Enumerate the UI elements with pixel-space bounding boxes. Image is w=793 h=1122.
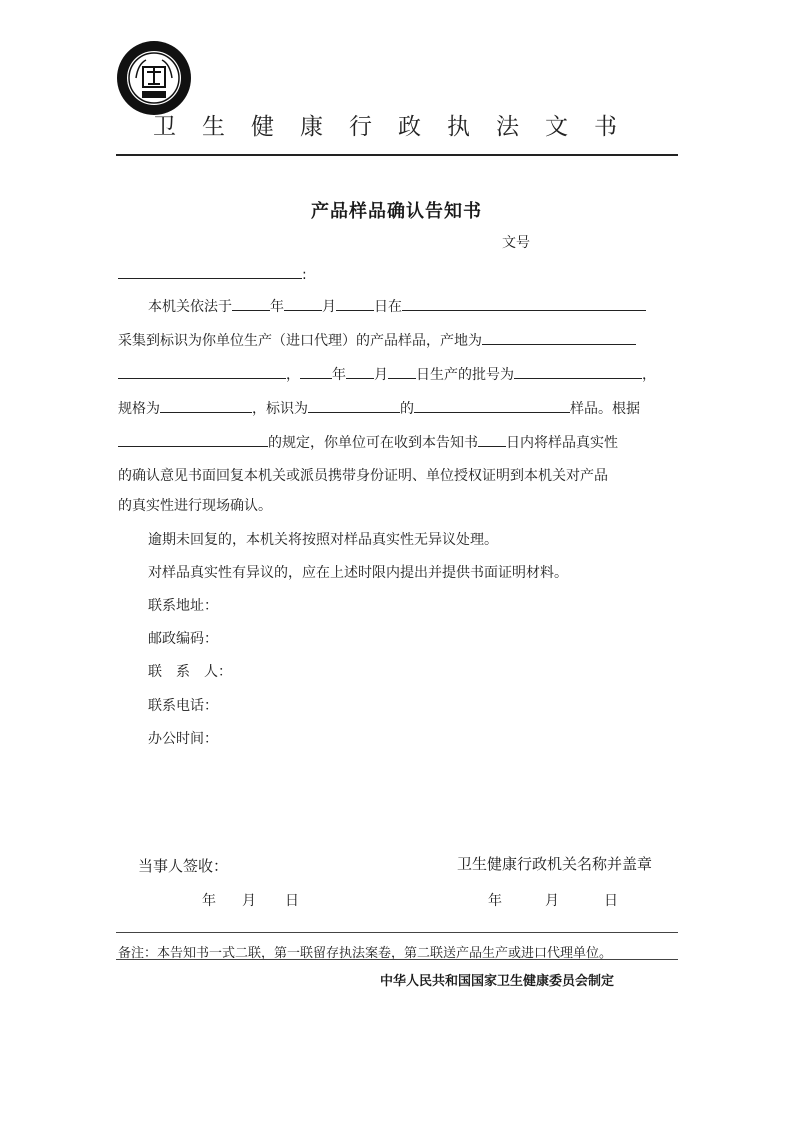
- agency-date-day: 日: [604, 893, 618, 909]
- sample-month-blank[interactable]: [284, 296, 322, 311]
- footer-note: 备注：本告知书一式二联，第一联留存执法案卷，第二联送产品生产或进口代理单位。: [118, 946, 613, 961]
- footer-maker: 中华人民共和国国家卫生健康委员会制定: [380, 974, 615, 989]
- production-year-blank[interactable]: [300, 364, 332, 379]
- agency-seal-label: 卫生健康行政机关名称并盖章: [457, 855, 653, 873]
- sample-year-blank[interactable]: [232, 296, 270, 311]
- party-signature-label: 当事人签收：: [138, 857, 229, 875]
- origin-blank[interactable]: [482, 330, 636, 345]
- regulation-blank[interactable]: [118, 432, 268, 447]
- sample-day-blank[interactable]: [336, 296, 374, 311]
- body-line-7: 的真实性进行现场确认。: [118, 498, 272, 514]
- signature-date-row: [0, 891, 793, 911]
- body-paragraph-2: 逾期未回复的，本机关将按照对样品真实性无异议处理。: [148, 532, 498, 548]
- party-date-month: 月: [242, 893, 256, 909]
- body-line-3: ， 年 月 日生产的批号为 ，: [118, 364, 656, 385]
- body-line-6: 的确认意见书面回复本机关或派员携带身份证明、单位授权证明到本机关对产品: [118, 468, 608, 484]
- production-month-blank[interactable]: [346, 364, 374, 379]
- header-divider: [116, 154, 678, 156]
- product-name-blank[interactable]: [414, 398, 570, 413]
- footer-divider-top: [116, 932, 678, 933]
- footer-divider-bottom: [116, 959, 678, 960]
- contact-person-label: 联 系 人：: [148, 664, 232, 680]
- party-date-year: 年: [202, 893, 216, 909]
- body-paragraph-3: 对样品真实性有异议的，应在上述时限内提出并提供书面证明材料。: [148, 565, 568, 581]
- contact-address-label: 联系地址：: [148, 598, 218, 614]
- body-line-5: 的规定，你单位可在收到本告知书 日内将样品真实性: [118, 432, 618, 453]
- header-title: 卫生健康行政执法文书: [153, 114, 643, 140]
- body-line-4: 规格为 ，标识为 的 样品。根据: [118, 398, 640, 419]
- reply-days-blank[interactable]: [478, 432, 506, 447]
- addressee-line: :: [118, 264, 307, 285]
- document-title: 产品样品确认告知书: [311, 201, 482, 222]
- specification-blank[interactable]: [160, 398, 252, 413]
- health-inspection-emblem-icon: [116, 40, 192, 116]
- batch-number-blank[interactable]: [514, 364, 642, 379]
- origin-continued-blank[interactable]: [118, 364, 286, 379]
- sample-location-blank[interactable]: [402, 296, 646, 311]
- body-line-1: 本机关依法于 年 月 日在: [148, 296, 646, 317]
- document-number-label: 文号: [502, 235, 530, 251]
- label-blank[interactable]: [308, 398, 400, 413]
- body-line-2: 采集到标识为你单位生产（进口代理）的产品样品，产地为: [118, 330, 636, 351]
- contact-phone-label: 联系电话：: [148, 698, 218, 714]
- contact-postcode-label: 邮政编码：: [148, 631, 218, 647]
- contact-hours-label: 办公时间：: [148, 731, 218, 747]
- agency-date-month: 月: [545, 893, 559, 909]
- party-date-day: 日: [285, 893, 299, 909]
- production-day-blank[interactable]: [388, 364, 416, 379]
- agency-date-year: 年: [488, 893, 502, 909]
- addressee-blank[interactable]: [118, 264, 302, 279]
